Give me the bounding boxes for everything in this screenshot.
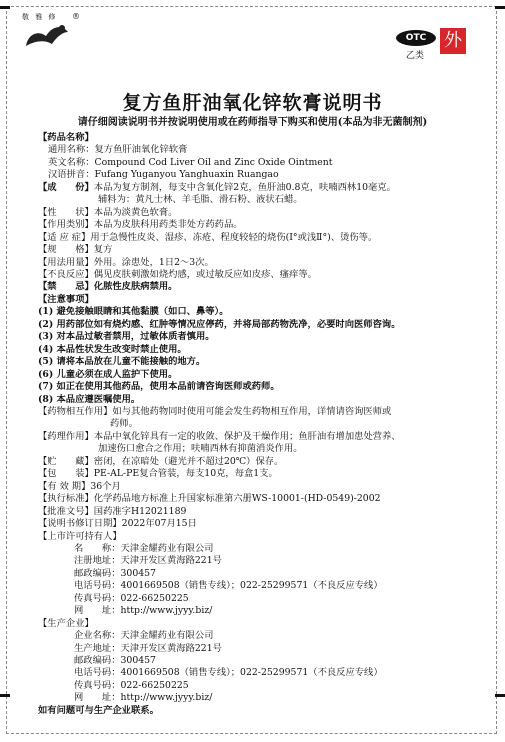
drug-interactions: [38, 406, 493, 418]
package: 【包 装】PE-AL-PE复合管装，每支10克，每盒1支。: [38, 468, 278, 480]
usage-notice: 请仔细阅读说明书并按说明使用或在药师指导下购买和使用(本品为非无菌制剂): [77, 117, 428, 128]
standard: 【执行标准】化学药品地方标准上升国家标准第六册WS-10001-(HD-0549)-2002: [38, 493, 381, 505]
drug-name-header: 【药品名称】: [38, 132, 94, 143]
generic-name: 通用名称：复方鱼肝油氧化锌软膏: [48, 144, 188, 156]
indications: 【适 应 症】用于急慢性皮炎、湿疹、冻疮、程度较轻的烧伤(Ⅰ°或浅Ⅱ°)、烫伤等。: [38, 231, 378, 243]
corner-mark: [495, 694, 505, 697]
holder-web-url[interactable]: http://www.jyyy.biz/: [120, 605, 213, 617]
manufacturer-address: 生产地址：天津开发区黄海路221号: [74, 642, 222, 654]
drug-category: 【作用类别】本品为皮肤科用药类非处方药药品。: [38, 219, 243, 231]
leaflet-body: [38, 132, 493, 717]
holder-web-label: 网 址：: [74, 605, 121, 617]
holder-name-value: 天津金耀药业有限公司: [120, 542, 214, 554]
pharmacology: [38, 431, 493, 443]
validity: 【有 效 期】36个月: [38, 480, 121, 492]
precaution-item: (7) 如正在使用其他药品，使用本品前请咨询医师或药师。: [38, 381, 280, 393]
pinyin-name: 汉语拼音：Fufang Yuganyou Yanghuaxin Ruangao: [48, 169, 279, 181]
composition: [38, 182, 493, 194]
interactions-label: 【药物相互作用】: [38, 405, 113, 417]
precaution-item: (4) 本品性状发生改变时禁止使用。: [38, 343, 187, 355]
interactions-text-cont: 药师。: [110, 418, 138, 430]
specification: 【规 格】复方: [38, 244, 113, 256]
holder-header: 【上市许可持有人】: [38, 530, 122, 542]
storage: 【贮 藏】密闭，在凉暗处（避光并不超过20℃）保存。: [38, 455, 284, 467]
page-title: 复方鱼肝油氧化锌软膏说明书: [122, 92, 383, 114]
precaution-item: (8) 本品应遵医嘱使用。: [38, 393, 141, 405]
composition-text: 本品为复方制剂，每支中含氧化锌2克，鱼肝油0.8克，呋喃西林10毫克。: [93, 181, 396, 193]
otc-badge: OTC: [396, 30, 436, 46]
registered-mark: ®: [72, 12, 80, 21]
precautions-header: 【注意事项】: [38, 293, 94, 305]
excipients: 辅料为：黄凡士林、羊毛脂、滑石粉、液状石蜡。: [98, 194, 303, 206]
usage-dosage: 【用法用量】外用。涂患处，1日2～3次。: [38, 256, 214, 268]
holder-address: 注册地址：天津开发区黄海路221号: [74, 555, 222, 567]
precaution-item: (3) 对本品过敏者禁用，过敏体质者慎用。: [38, 331, 215, 343]
holder-fax: 传真号码：022-66250225: [74, 592, 189, 604]
english-name: 英文名称：Compound Cod Liver Oil and Zinc Oxide Ointment: [48, 156, 333, 168]
corner-mark: [0, 6, 10, 9]
corner-mark: [0, 694, 10, 697]
composition-label: 【成 份】: [38, 181, 94, 193]
pharmacology-text-cont: 加速伤口愈合之作用；呋喃西林有抑菌消炎作用。: [98, 443, 303, 455]
otc-category: 乙类: [406, 51, 425, 61]
corner-mark: [495, 6, 505, 9]
manufacturer-website: [38, 692, 493, 704]
precaution-item: (2) 用药部位如有烧灼感、红肿等情况应停药，并将局部药物洗净，必要时向医师咨询。: [38, 318, 401, 330]
approval-number: 【批准文号】国药准字H12021189: [38, 505, 187, 517]
holder-name-label: 名 称：: [74, 542, 121, 554]
precaution-item: (5) 请将本品放在儿童不能接触的地方。: [38, 356, 206, 368]
pharmacology-text: 本品中氧化锌具有一定的收敛、保护及干燥作用；鱼肝油有增加患处营养、: [93, 430, 401, 442]
holder-website: [38, 605, 493, 617]
brand-text: 敬 雅 修: [22, 13, 58, 21]
manufacturer-phone: 电话号码：4001669508（销售专线）；022-25299571（不良反应专线）: [74, 667, 383, 679]
holder-phone: 电话号码：4001669508（销售专线）；022-25299571（不良反应专线）: [74, 580, 383, 592]
manufacturer-web-label: 网 址：: [74, 692, 121, 704]
manufacturer-postcode: 邮政编码：300457: [74, 655, 156, 667]
properties: 【性 状】本品为淡黄色软膏。: [38, 206, 178, 218]
adverse-reactions: 【不良反应】偶见皮肤刺激如烧灼感，或过敏反应如皮疹、瘙痒等。: [38, 268, 317, 280]
manufacturer-header: 【生产企业】: [38, 617, 94, 629]
precaution-item: (1) 避免接触眼睛和其他黏膜（如口、鼻等）。: [38, 306, 229, 318]
interactions-text: 如与其他药物同时使用可能会发生药物相互作用，详情请咨询医师或: [112, 405, 392, 417]
manufacturer-fax: 传真号码：022-66250225: [74, 679, 189, 691]
contraindication: 【禁 忌】化脓性皮肤病禁用。: [38, 281, 178, 293]
manufacturer-web-url[interactable]: http://www.jyyy.biz/: [120, 692, 213, 704]
manufacturer-name: 企业名称：天津金耀药业有限公司: [74, 630, 214, 642]
revision-date: 【说明书修订日期】2022年07月15日: [38, 518, 197, 530]
contact-note: 如有问题可与生产企业联系。: [38, 704, 159, 716]
holder-name: [38, 543, 493, 555]
holder-postcode: 邮政编码：300457: [74, 567, 156, 579]
pharmacology-label: 【药理作用】: [38, 430, 94, 442]
precaution-item: (6) 儿童必须在成人监护下使用。: [38, 368, 178, 380]
external-use-badge: 外: [440, 28, 466, 54]
